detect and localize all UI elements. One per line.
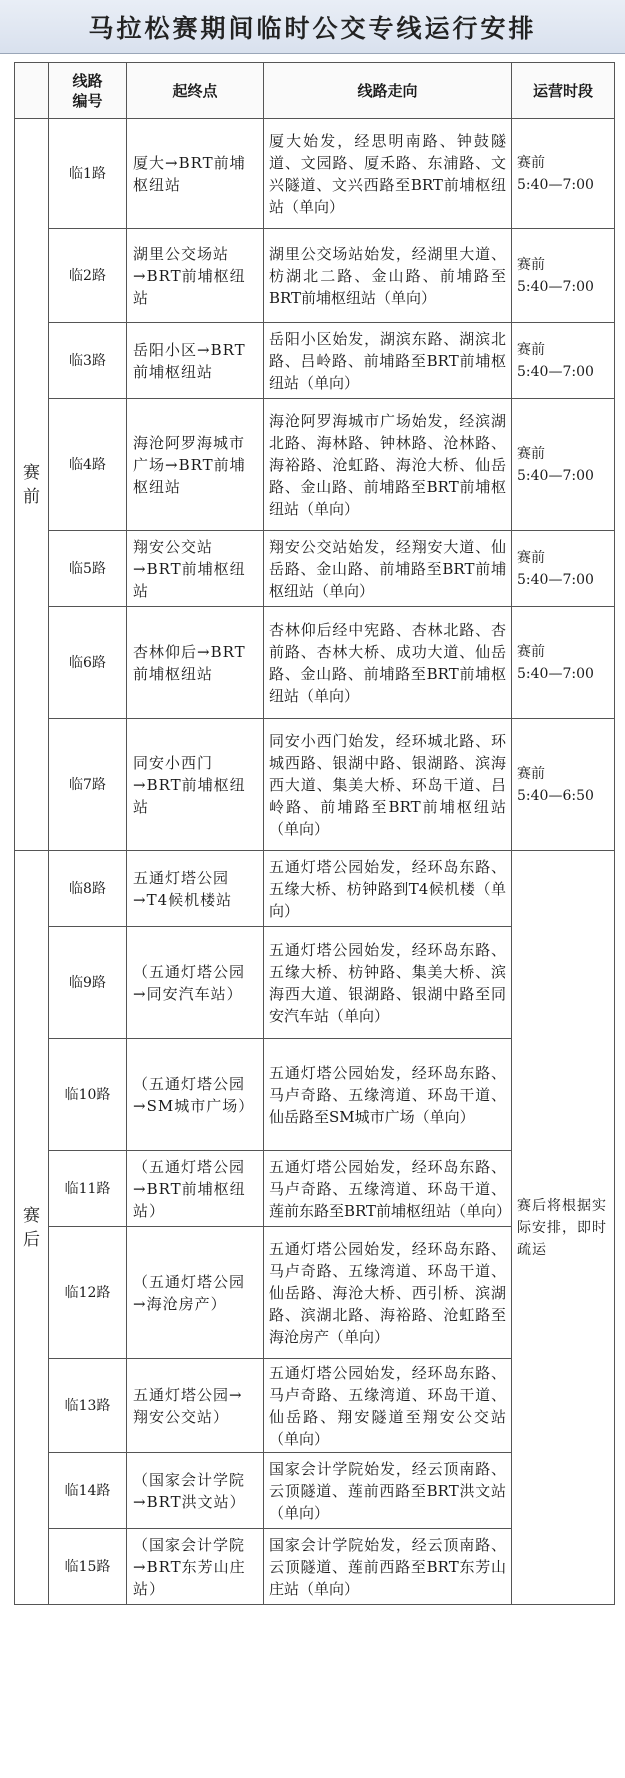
route-path: 国家会计学院始发，经云顶南路、云顶隧道、莲前西路至BRT东芳山庄站（单向） (264, 1529, 512, 1605)
route-endpoints: 厦大→BRT前埔枢纽站 (127, 119, 264, 229)
schedule-table (14, 62, 615, 1605)
header-phase (15, 63, 49, 119)
route-number: 临3路 (49, 323, 127, 399)
table-body (15, 119, 615, 1605)
phase-after-label: 赛后 (23, 1205, 42, 1250)
time-range: 5:40—7:00 (517, 176, 594, 193)
table-row (15, 229, 615, 323)
route-number: 临13路 (49, 1359, 127, 1453)
table-row (15, 531, 615, 607)
route-number: 临14路 (49, 1453, 127, 1529)
route-number: 临5路 (49, 531, 127, 607)
phase-before-label: 赛前 (23, 462, 42, 507)
route-number: 临11路 (49, 1151, 127, 1227)
header-ends: 起终点 (127, 63, 264, 119)
time-range: 5:40—7:00 (517, 571, 594, 588)
table-row (15, 323, 615, 399)
table-row (15, 719, 615, 851)
time-label: 赛前 (517, 154, 545, 171)
route-number: 临15路 (49, 1529, 127, 1605)
route-endpoints: （五通灯塔公园→海沧房产） (127, 1227, 264, 1359)
table-row (15, 119, 615, 229)
route-endpoints: 同安小西门→BRT前埔枢纽站 (127, 719, 264, 851)
phase-after-cell (15, 851, 49, 1605)
route-number: 临12路 (49, 1227, 127, 1359)
route-endpoints: 岳阳小区→BRT前埔枢纽站 (127, 323, 264, 399)
time-range: 5:40—7:00 (517, 363, 594, 380)
header-time: 运营时段 (512, 63, 615, 119)
route-path: 国家会计学院始发，经云顶南路、云顶隧道、莲前西路至BRT洪文站（单向） (264, 1453, 512, 1529)
route-number: 临4路 (49, 399, 127, 531)
route-path: 五通灯塔公园始发，经环岛东路、五缘大桥、枋钟路到T4候机楼（单向） (264, 851, 512, 927)
time-label: 赛前 (517, 445, 545, 462)
route-path: 五通灯塔公园始发，经环岛东路、马卢奇路、五缘湾道、环岛干道、仙岳路至SM城市广场（单向） (264, 1039, 512, 1151)
route-path: 海沧阿罗海城市广场始发，经滨湖北路、海林路、钟林路、沧林路、海裕路、沧虹路、海沧大桥、仙岳路、金山路、前埔路至BRT前埔枢纽站（单向） (264, 399, 512, 531)
time-range: 5:40—7:00 (517, 467, 594, 484)
route-number: 临10路 (49, 1039, 127, 1151)
route-path: 杏林仰后经中宪路、杏林北路、杏前路、杏林大桥、成功大道、仙岳路、金山路、前埔路至BRT前埔枢纽站（单向） (264, 607, 512, 719)
route-endpoints: 海沧阿罗海城市广场→BRT前埔枢纽站 (127, 399, 264, 531)
page-title: 马拉松赛期间临时公交专线运行安排 (88, 13, 537, 43)
operating-time (512, 719, 615, 851)
time-range: 5:40—6:50 (517, 787, 594, 804)
route-endpoints: 五通灯塔公园→翔安公交站） (127, 1359, 264, 1453)
title-bar (0, 0, 625, 54)
route-number: 临9路 (49, 927, 127, 1039)
operating-time (512, 323, 615, 399)
table-row (15, 399, 615, 531)
time-label: 赛前 (517, 549, 545, 566)
route-endpoints: 杏林仰后→BRT前埔枢纽站 (127, 607, 264, 719)
time-range: 5:40—7:00 (517, 278, 594, 295)
header-row (15, 63, 615, 119)
route-number: 临7路 (49, 719, 127, 851)
route-endpoints: （国家会计学院→BRT洪文站） (127, 1453, 264, 1529)
route-path: 五通灯塔公园始发，经环岛东路、马卢奇路、五缘湾道、环岛干道、莲前东路至BRT前埔枢纽站（单向） (264, 1151, 512, 1227)
route-endpoints: （国家会计学院→BRT东芳山庄站） (127, 1529, 264, 1605)
time-range: 5:40—7:00 (517, 665, 594, 682)
route-number: 临1路 (49, 119, 127, 229)
table-row (15, 607, 615, 719)
route-path: 湖里公交场站始发，经湖里大道、枋湖北二路、金山路、前埔路至BRT前埔枢纽站（单向） (264, 229, 512, 323)
time-label: 赛前 (517, 643, 545, 660)
route-path: 厦大始发，经思明南路、钟鼓隧道、文园路、厦禾路、东浦路、文兴隧道、文兴西路至BRT前埔枢纽站（单向） (264, 119, 512, 229)
operating-time (512, 229, 615, 323)
phase-before-cell (15, 119, 49, 851)
route-endpoints: 湖里公交场站→BRT前埔枢纽站 (127, 229, 264, 323)
route-number: 临2路 (49, 229, 127, 323)
header-route-no: 线路 编号 (49, 63, 127, 119)
schedule-table-wrap (14, 62, 614, 1605)
route-number: 临8路 (49, 851, 127, 927)
table-row (15, 851, 615, 927)
operating-time (512, 607, 615, 719)
route-path: 五通灯塔公园始发，经环岛东路、马卢奇路、五缘湾道、环岛干道、仙岳路、海沧大桥、西引桥、滨湖路、滨湖北路、海裕路、沧虹路至海沧房产（单向） (264, 1227, 512, 1359)
route-endpoints: （五通灯塔公园→SM城市广场） (127, 1039, 264, 1151)
route-path: 岳阳小区始发，湖滨东路、湖滨北路、吕岭路、前埔路至BRT前埔枢纽站（单向） (264, 323, 512, 399)
route-number: 临6路 (49, 607, 127, 719)
operating-time (512, 119, 615, 229)
operating-time (512, 531, 615, 607)
route-path: 五通灯塔公园始发，经环岛东路、马卢奇路、五缘湾道、环岛干道、仙岳路、翔安隧道至翔安公交站（单向） (264, 1359, 512, 1453)
time-label: 赛前 (517, 256, 545, 273)
time-label: 赛前 (517, 341, 545, 358)
route-endpoints: （五通灯塔公园→同安汽车站） (127, 927, 264, 1039)
route-endpoints: （五通灯塔公园→BRT前埔枢纽站） (127, 1151, 264, 1227)
route-path: 翔安公交站始发，经翔安大道、仙岳路、金山路、前埔路至BRT前埔枢纽站（单向） (264, 531, 512, 607)
time-label: 赛前 (517, 765, 545, 782)
after-race-note: 赛后将根据实际安排，即时疏运 (512, 851, 615, 1605)
header-route: 线路走向 (264, 63, 512, 119)
route-endpoints: 翔安公交站→BRT前埔枢纽站 (127, 531, 264, 607)
route-path: 同安小西门始发，经环城北路、环城西路、银湖中路、银湖路、滨海西大道、集美大桥、环岛干道、吕岭路、前埔路至BRT前埔枢纽站（单向） (264, 719, 512, 851)
route-endpoints: 五通灯塔公园→T4候机楼站 (127, 851, 264, 927)
route-path: 五通灯塔公园始发，经环岛东路、五缘大桥、枋钟路、集美大桥、滨海西大道、银湖路、银湖中路至同安汽车站（单向） (264, 927, 512, 1039)
operating-time (512, 399, 615, 531)
